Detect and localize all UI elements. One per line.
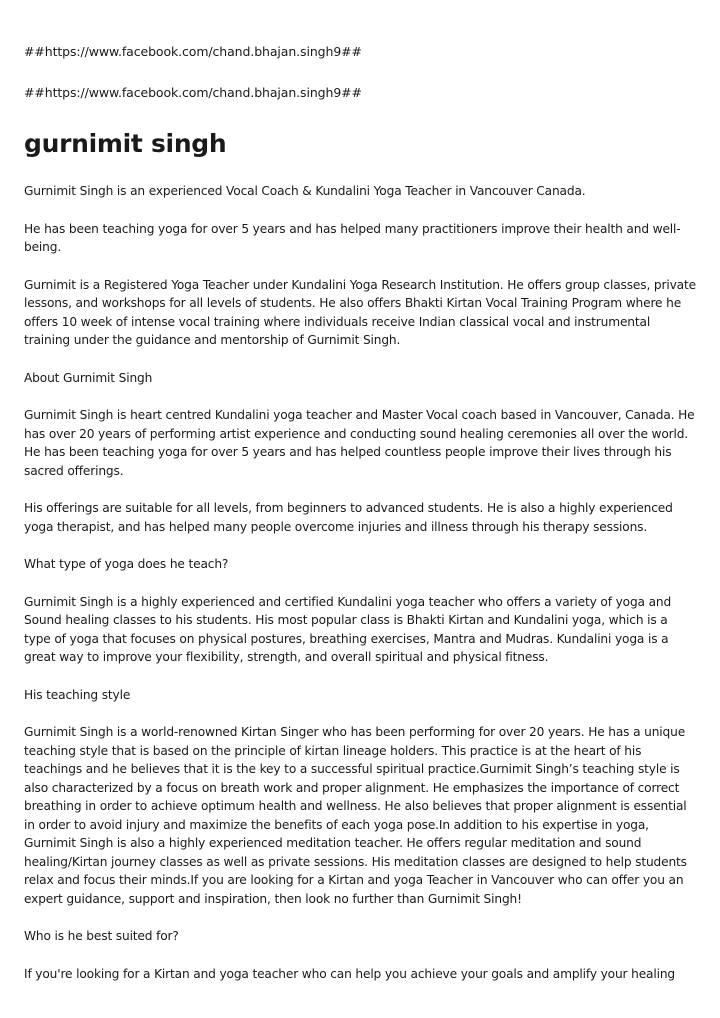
- section-heading-about: About Gurnimit Singh: [24, 370, 153, 385]
- facebook-url-line-1: ##https://www.facebook.com/chand.bhajan.singh9##: [24, 44, 362, 59]
- about-paragraph: Gurnimit Singh is heart centred Kundalini yoga teacher and Master Vocal coach based in Vancouver, Canada. He has over 20 years of performing artist experience and conducting sound healing ceremonies all over the world. He has been teaching yoga for over 5 years and has helped countless people improve their lives through his sacred offerings.: [24, 408, 695, 478]
- page-title: gurnimit singh: [24, 129, 227, 158]
- experience-paragraph: He has been teaching yoga for over 5 years and has helped many practitioners improve their health and well-being.: [24, 221, 681, 254]
- section-heading-teaching-style: His teaching style: [24, 687, 131, 702]
- article-body: [24, 182, 696, 1002]
- section-heading-yoga-type: What type of yoga does he teach?: [24, 557, 229, 571]
- credentials-paragraph: Gurnimit is a Registered Yoga Teacher under Kundalini Yoga Research Institution. He offers group classes, private lessons, and workshops for all levels of students. He also offers Bhakti Kirtan Vocal Training Program where he offers 10 week of intense vocal training where individuals receive Indian classical vocal and instrumental training under the guidance and mentorship of Gurnimit Singh.: [24, 277, 696, 347]
- section-heading-best-suited: Who is he best suited for?: [24, 929, 179, 943]
- offerings-paragraph: His offerings are suitable for all levels, from beginners to advanced students. He is also a highly experienced yoga therapist, and has helped many people overcome injuries and illness through his therapy sessions.: [24, 501, 673, 534]
- facebook-url-line-2: ##https://www.facebook.com/chand.bhajan.singh9##: [24, 85, 362, 100]
- teaching-style-paragraph: Gurnimit Singh is a world-renowned Kirtan Singer who has been performing for over 20 years. He has a unique teaching style that is based on the principle of kirtan lineage holders. This practice is at the heart of his teachings and he believes that it is the key to a successful spiritual practice.Gurnimit Singh’s teaching style is also characterized by a focus on breath work and proper alignment. He emphasizes the importance of correct breathing in order to achieve optimum health and wellness. He also believes that proper alignment is essential in order to avoid injury and maximize the benefits of each yoga pose.In addition to his expertise in yoga, Gurnimit Singh is also a highly experienced meditation teacher. He offers regular meditation and sound healing/Kirtan journey classes as well as private sessions. His meditation classes are designed to help students relax and focus their minds.If you are looking for a Kirtan and yoga Teacher in Vancouver who can offer you an expert guidance, support and inspiration, then look no further than Gurnimit Singh!: [24, 725, 687, 906]
- best-suited-paragraph: If you're looking for a Kirtan and yoga teacher who can help you achieve your goals and amplify your healing: [24, 966, 676, 981]
- yoga-type-paragraph: Gurnimit Singh is a highly experienced and certified Kundalini yoga teacher who offers a variety of yoga and Sound healing classes to his students. His most popular class is Bhakti Kirtan and Kundalini yoga, which is a type of yoga that focuses on physical postures, breathing exercises, Mantra and Mudras. Kundalini yoga is a great way to improve your flexibility, strength, and overall spiritual and physical fitness.: [24, 594, 672, 664]
- intro-paragraph: Gurnimit Singh is an experienced Vocal Coach & Kundalini Yoga Teacher in Vancouver Canada.: [24, 184, 586, 198]
